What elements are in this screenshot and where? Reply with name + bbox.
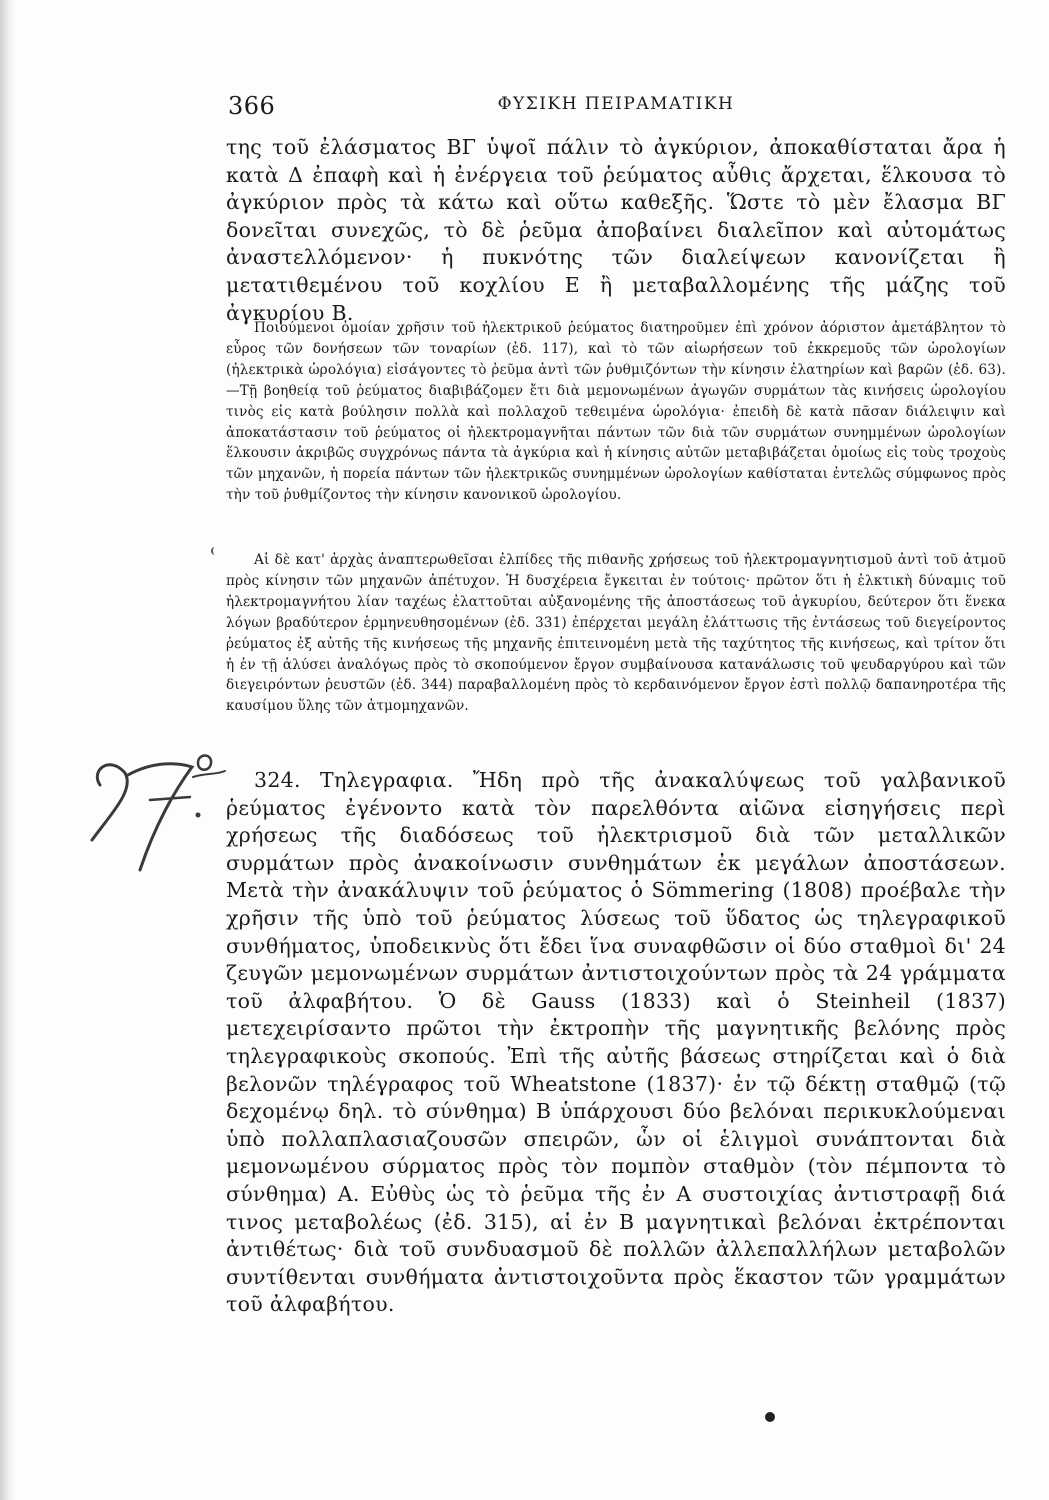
- page-binding-shadow: [0, 0, 16, 1500]
- page-header: [228, 92, 1004, 126]
- paragraph-electric-clocks: Ποιούμενοι ὁμοίαν χρῆσιν τοῦ ἠλεκτρικοῦ ῥεύματος διατηροῦμεν ἐπὶ χρόνον ἀόριστον ἀμετάβλητον τὸ εὖρος τῶν δονήσεων τῶν τοναρίων (ἐδ. 117), καὶ τὸ τῶν αἰωρήσεων τοῦ ἐκκρεμοῦς τῶν ὡρολογίων (ἠλεκτρικὰ ὡρολόγια) εἰσάγοντες τὸ ῥεῦμα ἀντὶ τῶν ῥυθμιζόντων τὴν κίνησιν ἐλατηρίων καὶ βαρῶν (ἐδ. 63).—Τῇ βοηθείᾳ τοῦ ῥεύματος διαβιβάζομεν ἔτι διὰ μεμονωμένων ἀγωγῶν συρμάτων τὰς κινήσεις ὡρολογίου τινὸς εἰς κατὰ βούλησιν πολλὰ καὶ πολλαχοῦ τεθειμένα ὡρολόγια· ἐπειδὴ δὲ κατὰ πᾶσαν διάλειψιν καὶ ἀποκατάστασιν τοῦ ῥεύματος οἱ ἠλεκτρομαγνῆται πάντων τῶν διὰ τῶν συρμάτων συνημμένων ὡρολογίων ἕλκουσιν ἀκριβῶς συγχρόνως πάντα τὰ ἀγκύρια καὶ ἡ κίνησις αὐτῶν μεταβιβάζεται ὁμοίως εἰς τοὺς τροχοὺς τῶν μηχανῶν, ἡ πορεία πάντων τῶν ἠλεκτρικῶς συνημμένων ὡρολογίων καθίσταται ἐντελῶς σύμφωνος πρὸς τὴν τοῦ ῥυθμίζοντος τὴν κίνησιν κανονικοῦ ὡρολογίου.: [226, 320, 1006, 504]
- handwritten-margin-note: [80, 745, 230, 875]
- paragraph-electromagnetic-engines: Αἱ δὲ κατ' ἀρχὰς ἀναπτερωθεῖσαι ἐλπίδες τῆς πιθανῆς χρήσεως τοῦ ἠλεκτρομαγνητισμοῦ ἀντὶ τοῦ ἀτμοῦ πρὸς κίνησιν τῶν μηχανῶν ἀπέτυχον. Ἡ δυσχέρεια ἔγκειται ἐν τούτοις· πρῶτον ὅτι ἡ ἑλκτικὴ δύναμις τοῦ ἠλεκτρομαγνήτου λίαν ταχέως ἐλαττοῦται αὐξανομένης τῆς ἀποστάσεως τοῦ ἀγκυρίου, δεύτερον ὅτι ἕνεκα λόγων βραδύτερον ἑρμηνευθησομένων (ἐδ. 331) ἐπέρχεται μεγάλη ἐλάττωσις τῆς ἐντάσεως τοῦ διεγείροντος ῥεύματος ἐξ αὐτῆς τῆς κινήσεως τῆς μηχανῆς ἐπιτεινομένη μετὰ τῆς ταχύτητος τῆς κινήσεως, καὶ τρίτον ὅτι ἡ ἐν τῇ ἁλύσει ἀναλόγως πρὸς τὸ σκοπούμενον ἔργον συμβαίνουσα κατανάλωσις τοῦ ψευδαργύρου καὶ τῶν διεγειρόντων ῥευστῶν (ἐδ. 344) παραβαλλομένη πρὸς τὸ κερδαινόμενον ἔργον ἐστὶ πολλῷ δαπανηροτέρα τῆς καυσίμου ὕλης τῶν ἀτμομηχανῶν.: [226, 552, 1006, 715]
- section-324-telegraphy: 324. Τηλεγραφια. Ἤδη πρὸ τῆς ἀνακαλύψεως τοῦ γαλβανικοῦ ῥεύματος ἐγένοντο κατὰ τὸν παρελθόντα αἰῶνα εἰσηγήσεις περὶ χρήσεως τῆς διαδόσεως τοῦ ἠλεκτρισμοῦ διὰ τῶν μεταλλικῶν συρμάτων πρὸς ἀνακοίνωσιν συνθημάτων ἐκ μεγάλων ἀποστάσεων. Μετὰ τὴν ἀνακάλυψιν τοῦ ῥεύματος ὁ Sömmering (1808) προέβαλε τὴν χρῆσιν τῆς ὑπὸ τοῦ ῥεύματος λύσεως τοῦ ὕδατος ὡς τηλεγραφικοῦ συνθήματος, ὑποδεικνὺς ὅτι ἔδει ἵνα συναφθῶσιν οἱ δύο σταθμοὶ δι' 24 ζευγῶν μεμονωμένων συρμάτων ἀντιστοιχούντων πρὸς τὰ 24 γράμματα τοῦ ἀλφαβήτου. Ὁ δὲ Gauss (1833) καὶ ὁ Steinheil (1837) μετεχειρίσαντο πρῶτοι τὴν ἐκτροπὴν τῆς μαγνητικῆς βελόνης πρὸς τηλεγραφικοὺς σκοπούς. Ἐπὶ τῆς αὐτῆς βάσεως στηρίζεται καὶ ὁ διὰ βελονῶν τηλέγραφος τοῦ Wheatstone (1837)· ἐν τῷ δέκτῃ σταθμῷ (τῷ δεχομένῳ δηλ. τὸ σύνθημα) Β ὑπάρχουσι δύο βελόναι περικυκλούμεναι ὑπὸ πολλαπλασιαζουσῶν σπειρῶν, ὧν οἱ ἑλιγμοὶ συνάπτονται διὰ μεμονωμένου σύρματος πρὸς τὸν πομπὸν σταθμὸν (τὸν πέμποντα τὸ σύνθημα) Α. Εὐθὺς ὡς τὸ ῥεῦμα τῆς ἐν Α συστοιχίας ἀντιστραφῇ διά τινος μεταβολέως (ἐδ. 315), αἱ ἐν Β μαγνητικαὶ βελόναι ἐκτρέπονται ἀντιθέτως· διὰ τοῦ συνδυασμοῦ δὲ πολλῶν ἀλλεπαλλήλων μεταβολῶν συντίθενται συνθήματα ἀντιστοιχοῦντα πρὸς ἕκαστον τῶν γραμμάτων τοῦ ἀλφαβήτου.: [226, 768, 1006, 1317]
- paragraph-continuation: της τοῦ ἐλάσματος ΒΓ ὑψοῖ πάλιν τὸ ἀγκύριον, ἀποκαθίσταται ἄρα ἡ κατὰ Δ ἐπαφὴ καὶ ἡ ἐνέργεια τοῦ ῥεύματος αὖθις ἄρχεται, ἕλκουσα τὸ ἀγκύριον πρὸς τὰ κάτω καὶ οὕτω καθεξῆς. Ὥστε τὸ μὲν ἔλασμα ΒΓ δονεῖται συνεχῶς, τὸ δὲ ῥεῦμα ἀποβαίνει διαλεῖπον καὶ αὐτομάτως ἀναστελλόμενον· ἡ πυκνότης τῶν διαλείψεων κανονίζεται ἢ μετατιθεμένου τοῦ κοχλίου Ε ἢ μεταβαλλομένης τῆς μάζης τοῦ ἀγκυρίου Β.: [226, 135, 1006, 325]
- ink-spot: [765, 1412, 775, 1422]
- pencil-tick-mark: [211, 547, 219, 555]
- page-number: 366: [228, 92, 276, 120]
- running-title: ΦΥΣΙΚΗ ΠΕΙΡΑΜΑΤΙΚΗ: [497, 94, 735, 114]
